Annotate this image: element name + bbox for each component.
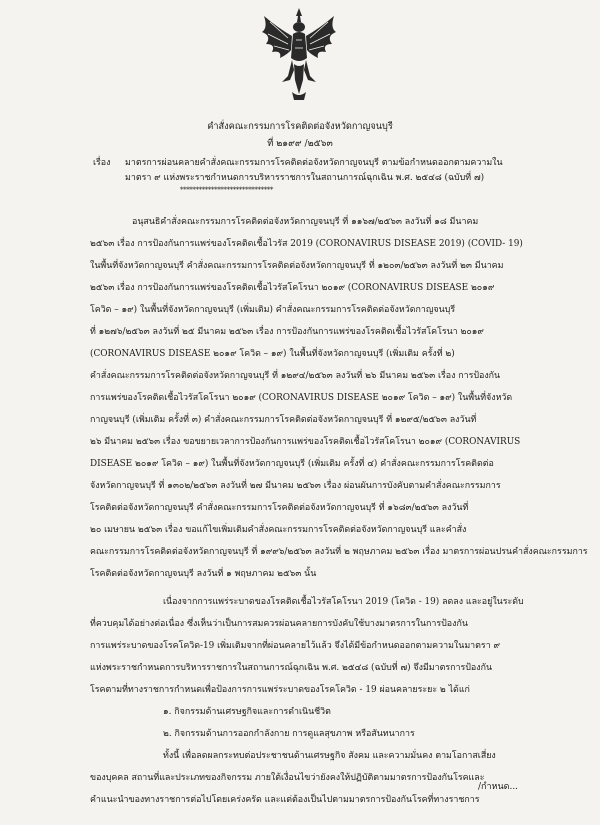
text-line: คณะกรรมการโรคติดต่อจังหวัดกาญจนบุรี ที่ ๑๙๙๖/๒๕๖๓ ลงวันที่ ๒ พฤษภาคม ๒๕๖๓ เรื่อง มาตรการผ่อนปรนคำสั่งคณะกรรมการ <box>90 547 588 557</box>
garuda-emblem-icon <box>258 6 340 104</box>
text-line: คำแนะนำของทางราชการต่อไปโดยเคร่งครัด และแต่ต้องเป็นไปตามมาตรการป้องกันโรคที่ทางราชการ <box>90 795 480 805</box>
paragraph-references <box>90 211 588 585</box>
text-line: DISEASE ๒๐๑๙ โควิด – ๑๙) ในพื้นที่จังหวัดกาญจนบุรี (เพิ่มเติม ครั้งที่ ๔) คำสั่งคณะกรรมการโรคติดต่อ <box>90 459 494 469</box>
text-line: ของบุคคล สถานที่และประเภทของกิจกรรม ภายใต้เงื่อนไขว่ายังคงให้ปฏิบัติตามมาตรการป้องกันโรคและ <box>90 773 485 783</box>
text-line: กาญจนบุรี (เพิ่มเติม ครั้งที่ ๓) คำสั่งคณะกรรมการโรคติดต่อจังหวัดกาญจนบุรี ที่ ๑๒๙๕/๒๕๖๓ ลงวันที่ <box>90 415 477 425</box>
text-line: ทั้งนี้ เพื่อลดผลกระทบต่อประชาชนด้านเศรษฐกิจ สังคม และความมั่นคง ตามโอกาสเสี่ยง <box>163 751 496 761</box>
text-line: ในพื้นที่จังหวัดกาญจนบุรี คำสั่งคณะกรรมการโรคติดต่อจังหวัดกาญจนบุรี ที่ ๑๒๐๓/๒๕๖๓ ลงวันที่ ๒๓ มีนาคม <box>90 261 504 271</box>
list-item: ๑. กิจกรรมด้านเศรษฐกิจและการดำเนินชีวิต <box>163 707 331 717</box>
text-line: ที่ควบคุมได้อย่างต่อเนื่อง ซึ่งเห็นว่าเป็นการสมควรผ่อนคลายการบังคับใช้บางมาตรการในการป้องกัน <box>90 619 468 629</box>
text-line: เนื่องจากการแพร่ระบาดของโรคติดเชื้อไวรัสโคโรนา 2019 (โควิด - 19) ลดลง และอยู่ในระดับ <box>163 597 524 607</box>
subject-line: มาตรา ๙ แห่งพระราชกำหนดการบริหารราชการในสถานการณ์ฉุกเฉิน พ.ศ. ๒๕๔๘ (ฉบับที่ ๗) <box>125 173 485 183</box>
subject-label: เรื่อง <box>93 158 111 168</box>
order-issuer: คำสั่งคณะกรรมการโรคติดต่อจังหวัดกาญจนบุรี <box>207 121 393 132</box>
continuation-marker: /กำหนด... <box>478 782 519 792</box>
text-line: จังหวัดกาญจนบุรี ที่ ๑๓๐๒/๒๕๖๓ ลงวันที่ ๒๗ มีนาคม ๒๕๖๓ เรื่อง ผ่อนผันการบังคับตามคำสั่งคณะกรรมการ <box>90 481 501 491</box>
items-list <box>90 701 530 745</box>
text-line: โควิด – ๑๙) ในพื้นที่จังหวัดกาญจนบุรี (เพิ่มเติม) คำสั่งคณะกรรมการโรคติดต่อจังหวัดกาญจนบุรี <box>90 305 456 315</box>
text-line: โรคตามที่ทางราชการกำหนดเพื่อป้องการการแพร่ระบาดของโรคโควิด - 19 ผ่อนคลายระยะ ๒ ได้แก่ <box>90 685 470 695</box>
text-line: ๒๖ มีนาคม ๒๕๖๓ เรื่อง ขอขยายเวลาการป้องกันการแพร่ของโรคติดเชื้อไวรัสโคโรนา ๒๐๑๙ (CORONAVIRUS <box>90 437 521 447</box>
text-line: ๒๕๖๓ เรื่อง การป้องกันการแพร่ของโรคติดเชื้อไวรัสโคโรนา ๒๐๑๙ (CORONAVIRUS DISEASE ๒๐๑๙ <box>90 283 495 293</box>
text-line: (CORONAVIRUS DISEASE ๒๐๑๙ โควิด – ๑๙) ในพื้นที่จังหวัดกาญจนบุรี (เพิ่มเติม ครั้งที่ ๒) <box>90 349 455 359</box>
text-line: โรคติดต่อจังหวัดกาญจนบุรี ลงวันที่ ๑ พฤษภาคม ๒๕๖๓ นั้น <box>90 569 317 579</box>
separator: ****************************** <box>180 186 274 194</box>
text-line: คำสั่งคณะกรรมการโรคติดต่อจังหวัดกาญจนบุรี ที่ ๑๒๙๔/๒๕๖๓ ลงวันที่ ๒๖ มีนาคม ๒๕๖๓ เรื่อง การป้องกัน <box>90 371 501 381</box>
text-line: แห่งพระราชกำหนดการบริหารราชการในสถานการณ์ฉุกเฉิน พ.ศ. ๒๕๔๘ (ฉบับที่ ๗) จึงมีมาตรการป้องกัน <box>90 663 493 673</box>
text-line: โรคติดต่อจังหวัดกาญจนบุรี คำสั่งคณะกรรมการโรคติดต่อจังหวัดกาญจนบุรี ที่ ๑๖๘๓/๒๕๖๓ ลงวันที่ <box>90 503 469 513</box>
text-line: อนุสนธิคำสั่งคณะกรรมการโรคติดต่อจังหวัดกาญจนบุรี ที่ ๑๑๖๗/๒๕๖๓ ลงวันที่ ๑๘ มีนาคม <box>132 217 479 227</box>
text-line: การแพร่ระบาดของโรคโควิด-19 เพิ่มเติมจากที่ผ่อนคลายไว้แล้ว จึงได้มีข้อกำหนดออกตามความในมาตรา ๙ <box>90 641 500 651</box>
subject-line: มาตรการผ่อนคลายคำสั่งคณะกรรมการโรคติดต่อจังหวัดกาญจนบุรี ตามข้อกำหนดออกตามความใน <box>125 158 503 168</box>
text-line: ที่ ๑๒๗๖/๒๕๖๓ ลงวันที่ ๒๕ มีนาคม ๒๕๖๓ เรื่อง การป้องกันการแพร่ของโรคติดเชื้อไวรัสโคโรนา ๒๐๑๙ <box>90 327 484 337</box>
text-line: การแพร่ของโรคติดเชื้อไวรัสโคโรนา ๒๐๑๙ (CORONAVIRUS DISEASE ๒๐๑๙ โควิด – ๑๙) ในพื้นที่จังหวัด <box>90 393 513 403</box>
order-number: ที่ ๒๑๙๙ /๒๕๖๓ <box>267 138 333 149</box>
text-line: ๒๐ เมษายน ๒๕๖๓ เรื่อง ขอแก้ไขเพิ่มเติมคำสั่งคณะกรรมการโรคติดต่อจังหวัดกาญจนบุรี และคำสั่ง <box>90 525 467 535</box>
text-line: ๒๕๖๓ เรื่อง การป้องกันการแพร่ของโรคติดเชื้อไวรัส 2019 (CORONAVIRUS DISEASE 2019) (COVID- 19) <box>90 239 523 249</box>
list-item: ๒. กิจกรรมด้านการออกกำลังกาย การดูแลสุขภาพ หรือสันทนาการ <box>163 729 415 739</box>
paragraph-reason <box>90 591 530 701</box>
paragraph-conditions <box>90 745 530 811</box>
